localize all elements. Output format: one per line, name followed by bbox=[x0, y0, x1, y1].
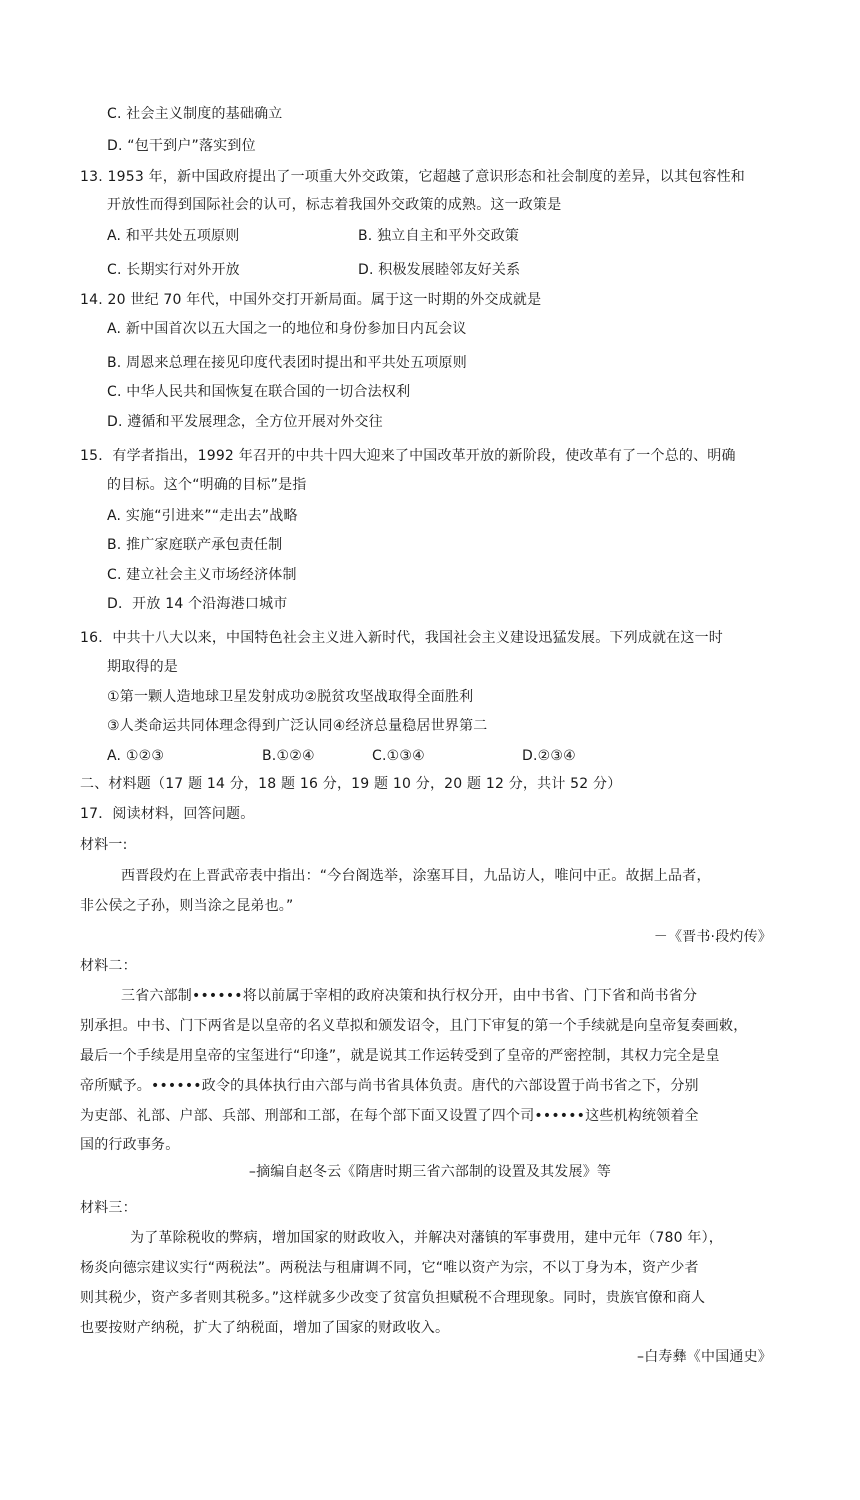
q16-statement-line2: ③人类命运共同体理念得到广泛认同④经济总量稳居世界第二 bbox=[107, 718, 488, 734]
material-2-label: 材料二： bbox=[80, 958, 137, 974]
q13-option-a: A. 和平共处五项原则 bbox=[107, 228, 240, 244]
material-3-line1: 为了革除税收的弊病，增加国家的财政收入，并解决对藩镇的军事费用，建中元年（780 年）， bbox=[130, 1230, 723, 1246]
q16-statement-line1: ①第一颗人造地球卫星发射成功②脱贫攻坚战取得全面胜利 bbox=[107, 689, 474, 705]
q15-option-b: B. 推广家庭联产承包责任制 bbox=[107, 537, 283, 553]
q17-stem: 17．阅读材料，回答问题。 bbox=[80, 806, 255, 822]
material-2-line1: 三省六部制••••••将以前属于宰相的政府决策和执行权分开，由中书省、门下省和尚书省分 bbox=[121, 988, 698, 1004]
q16-stem-line1: 16．中共十八大以来，中国特色社会主义进入新时代，我国社会主义建设迅猛发展。下列成就在这一时 bbox=[80, 630, 724, 646]
material-3-line4: 也要按财产纳税，扩大了纳税面，增加了国家的财政收入。 bbox=[80, 1320, 450, 1336]
material-3-source: –白寿彝《中国通史》 bbox=[637, 1349, 772, 1365]
material-1-line2: 非公侯之子孙，则当涂之昆弟也。” bbox=[80, 898, 294, 914]
material-2-line2: 别承担。中书、门下两省是以皇帝的名义草拟和颁发诏令，且门下审复的第一个手续就是向皇帝复奏画敕， bbox=[80, 1018, 748, 1034]
q13-stem-line1: 13. 1953 年，新中国政府提出了一项重大外交政策，它超越了意识形态和社会制度的差异，以其包容性和 bbox=[80, 169, 745, 185]
q12-option-d: D. “包干到户”落实到位 bbox=[107, 138, 256, 154]
q16-option-d: D.②③④ bbox=[522, 748, 576, 764]
section-heading: 二、材料题（17 题 14 分，18 题 16 分，19 题 10 分，20 题 12 分，共计 52 分） bbox=[80, 776, 622, 792]
material-2-line3: 最后一个手续是用皇帝的宝玺进行“印逢”，就是说其工作运转受到了皇帝的严密控制，其权力完全是皇 bbox=[80, 1048, 720, 1064]
material-1-label: 材料一: bbox=[80, 837, 128, 853]
q14-option-d: D. 遵循和平发展理念，全方位开展对外交往 bbox=[107, 414, 383, 430]
material-2-line4: 帝所赋予。••••••政令的具体执行由六部与尚书省具体负责。唐代的六部设置于尚书省之下，分别 bbox=[80, 1078, 699, 1094]
q16-stem-line2: 期取得的是 bbox=[107, 659, 178, 675]
q15-option-a: A. 实施“引进来”“走出去”战略 bbox=[107, 508, 298, 524]
q14-option-a: A. 新中国首次以五大国之一的地位和身份参加日内瓦会议 bbox=[107, 321, 467, 337]
material-1-line1: 西晋段灼在上晋武帝表中指出：“今台阁选举，涂塞耳目，九品访人，唯问中正。故据上品者， bbox=[121, 868, 711, 884]
q15-option-c: C. 建立社会主义市场经济体制 bbox=[107, 567, 297, 583]
q14-stem: 14. 20 世纪 70 年代，中国外交打开新局面。属于这一时期的外交成就是 bbox=[80, 292, 542, 308]
material-3-line3: 则其税少，资产多者则其税多。”这样就多少改变了贫富负担赋税不合理现象。同时，贵族官僚和商人 bbox=[80, 1290, 706, 1306]
material-3-line2: 杨炎向德宗建议实行“两税法”。两税法与租庸调不同，它“唯以资产为宗，不以丁身为本，资产少者 bbox=[80, 1260, 699, 1276]
q13-option-d: D. 积极发展睦邻友好关系 bbox=[358, 262, 521, 278]
q13-option-c: C. 长期实行对外开放 bbox=[107, 262, 240, 278]
material-1-source: －《晋书·段灼传》 bbox=[653, 929, 772, 945]
q15-stem-line1: 15．有学者指出，1992 年召开的中共十四大迎来了中国改革开放的新阶段，使改革有了一个总的、明确 bbox=[80, 448, 736, 464]
q13-stem-line2: 开放性而得到国际社会的认可，标志着我国外交政策的成熟。这一政策是 bbox=[107, 197, 562, 213]
q14-option-b: B. 周恩来总理在接见印度代表团时提出和平共处五项原则 bbox=[107, 355, 467, 371]
q12-option-c: C. 社会主义制度的基础确立 bbox=[107, 106, 283, 122]
material-2-line6: 国的行政事务。 bbox=[80, 1137, 180, 1153]
q16-option-b: B.①②④ bbox=[262, 748, 315, 764]
q15-stem-line2: 的目标。这个“明确的目标”是指 bbox=[107, 477, 307, 493]
q15-option-d: D．开放 14 个沿海港口城市 bbox=[107, 596, 288, 612]
material-2-source: –摘编自赵冬云《隋唐时期三省六部制的设置及其发展》等 bbox=[248, 1164, 612, 1180]
q13-option-b: B. 独立自主和平外交政策 bbox=[358, 228, 520, 244]
material-2-line5: 为吏部、礼部、户部、兵部、刑部和工部，在每个部下面又设置了四个司••••••这些机构统领着全 bbox=[80, 1108, 699, 1124]
q14-option-c: C. 中华人民共和国恢复在联合国的一切合法权利 bbox=[107, 384, 411, 400]
q16-option-c: C.①③④ bbox=[372, 748, 425, 764]
material-3-label: 材料三： bbox=[80, 1200, 137, 1216]
q16-option-a: A. ①②③ bbox=[107, 748, 165, 764]
